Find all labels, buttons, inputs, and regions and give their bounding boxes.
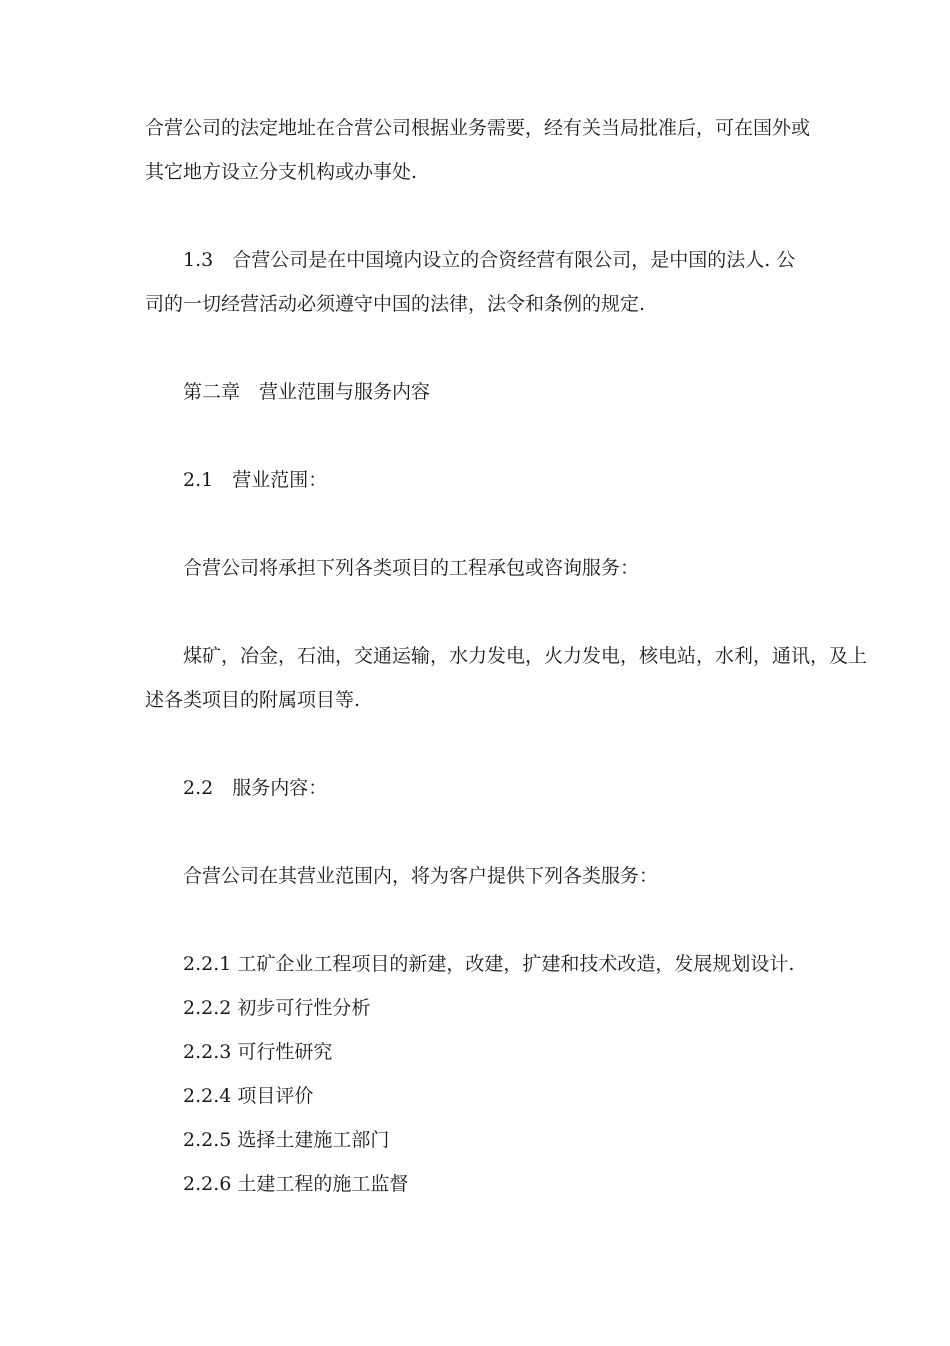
- section-2-2-heading: 2.2 服务内容：: [183, 777, 328, 799]
- list-item-2-2-3: 2.2.3 可行性研究: [183, 1041, 333, 1063]
- list-item-2-2-2: 2.2.2 初步可行性分析: [183, 997, 371, 1019]
- list-item-2-2-5: 2.2.5 选择土建施工部门: [183, 1129, 390, 1151]
- para-legal-address-line2: 其它地方设立分支机构或办事处.: [145, 161, 418, 183]
- para-scope-list-line2: 述各类项目的附属项目等.: [145, 689, 361, 711]
- list-item-2-2-1: 2.2.1 工矿企业工程项目的新建，改建，扩建和技术改造，发展规划设计.: [183, 953, 795, 975]
- para-services-intro: 合营公司在其营业范围内，将为客户提供下列各类服务：: [183, 865, 659, 887]
- section-2-1-heading: 2.1 营业范围：: [183, 469, 328, 491]
- list-item-2-2-4: 2.2.4 项目评价: [183, 1085, 314, 1107]
- para-1-3-line1: 1.3 合营公司是在中国境内设立的合资经营有限公司，是中国的法人. 公: [183, 249, 796, 271]
- para-1-3-line2: 司的一切经营活动必须遵守中国的法律，法令和条例的规定.: [145, 293, 646, 315]
- list-item-2-2-6: 2.2.6 土建工程的施工监督: [183, 1173, 409, 1195]
- chapter-2-heading: 第二章 营业范围与服务内容: [183, 381, 431, 403]
- para-legal-address-line1: 合营公司的法定地址在合营公司根据业务需要，经有关当局批准后，可在国外或: [145, 117, 811, 139]
- para-scope-intro: 合营公司将承担下列各类项目的工程承包或咨询服务：: [183, 557, 640, 579]
- para-scope-list-line1: 煤矿，冶金，石油，交通运输，水力发电，火力发电，核电站，水利，通讯，及上: [183, 645, 868, 667]
